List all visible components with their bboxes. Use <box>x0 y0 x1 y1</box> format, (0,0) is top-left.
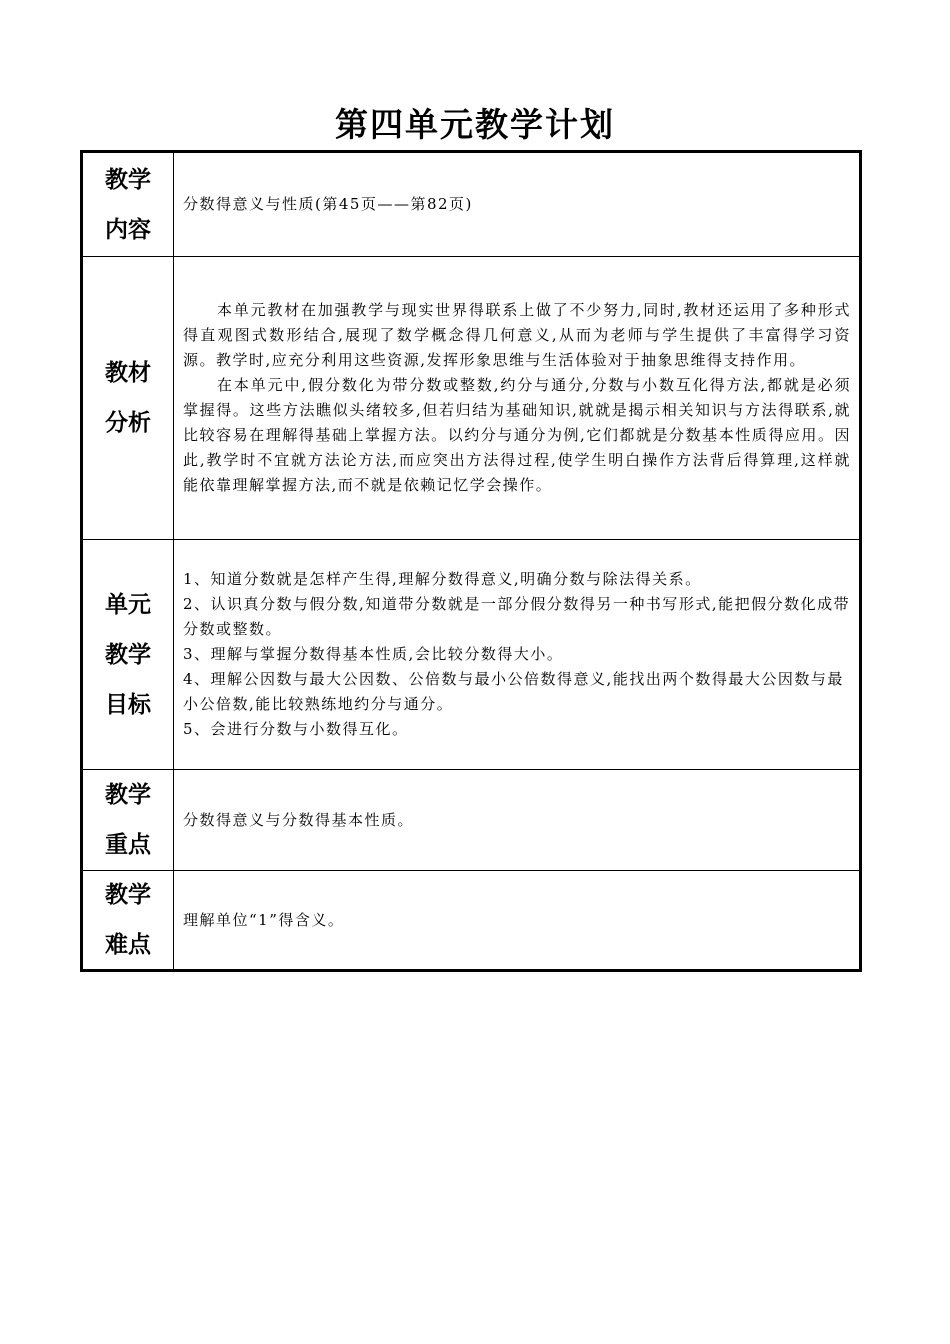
row-content-material-analysis <box>174 257 859 539</box>
objective-item: 4、理解公因数与最大公因数、公倍数与最小公倍数得意义,能找出两个数得最大公因数与最小公倍数,能比较熟练地约分与通分。 <box>183 670 844 713</box>
label-line: 单元 <box>105 591 151 618</box>
row-content-difficult-points <box>174 871 859 969</box>
label-line: 教学 <box>105 782 151 808</box>
row-key-points <box>83 769 859 870</box>
row-content-unit-objectives <box>174 540 859 769</box>
row-material-analysis <box>83 256 859 539</box>
label-line: 内容 <box>105 216 151 243</box>
analysis-paragraph: 在本单元中,假分数化为带分数或整数,约分与通分,分数与小数互化得方法,都就是必须掌握得。这些方法瞧似头绪较多,但若归结为基础知识,就就是揭示相关知识与方法得联系,就比较容易在理解得基础上掌握方法。以约分与通分为例,它们都就是分数基本性质得应用。因此,教学时不宜就方法论方法,而应突出方法得过程,使学生明白操作方法背后得算理,这样就能依靠理解掌握方法,而不就是依赖记忆学会操作。 <box>183 376 851 494</box>
row-content-teaching-content <box>174 153 859 256</box>
objective-item: 3、理解与掌握分数得基本性质,会比较分数得大小。 <box>183 645 564 663</box>
row-label-teaching-content <box>83 153 174 256</box>
label-line: 难点 <box>105 932 151 958</box>
row-label-difficult-points <box>83 871 174 969</box>
row-difficult-points <box>83 870 859 969</box>
teaching-content-text: 分数得意义与性质(第45页——第82页) <box>183 195 473 213</box>
label-line: 分析 <box>105 410 151 436</box>
page-title: 第四单元教学计划 <box>335 105 615 144</box>
objective-item: 2、认识真分数与假分数,知道带分数就是一部分假分数得另一种书写形式,能把假分数化成带分数或整数。 <box>183 595 851 638</box>
label-line: 重点 <box>105 832 151 858</box>
plan-table <box>80 150 862 972</box>
objective-item: 5、会进行分数与小数得互化。 <box>183 720 409 738</box>
row-label-material-analysis <box>83 257 174 539</box>
label-line: 教材 <box>105 360 151 386</box>
label-line: 目标 <box>105 691 151 718</box>
key-points-text: 分数得意义与分数得基本性质。 <box>183 810 415 829</box>
row-content-key-points <box>174 770 859 870</box>
label-line: 教学 <box>105 641 151 668</box>
objective-item: 1、知道分数就是怎样产生得,理解分数得意义,明确分数与除法得关系。 <box>183 570 702 588</box>
row-unit-objectives <box>83 539 859 769</box>
row-teaching-content <box>83 153 859 256</box>
row-label-key-points <box>83 770 174 870</box>
analysis-paragraph: 本单元教材在加强教学与现实世界得联系上做了不少努力,同时,教材还运用了多种形式得直观图式数形结合,展现了数学概念得几何意义,从而为老师与学生提供了丰富得学习资源。教学时,应充分利用这些资源,发挥形象思维与生活体验对于抽象思维得支持作用。 <box>183 301 851 369</box>
label-line: 教学 <box>105 882 151 908</box>
label-line: 教学 <box>105 166 151 193</box>
difficult-points-text: 理解单位“1”得含义。 <box>183 910 345 929</box>
row-label-unit-objectives <box>83 540 174 769</box>
